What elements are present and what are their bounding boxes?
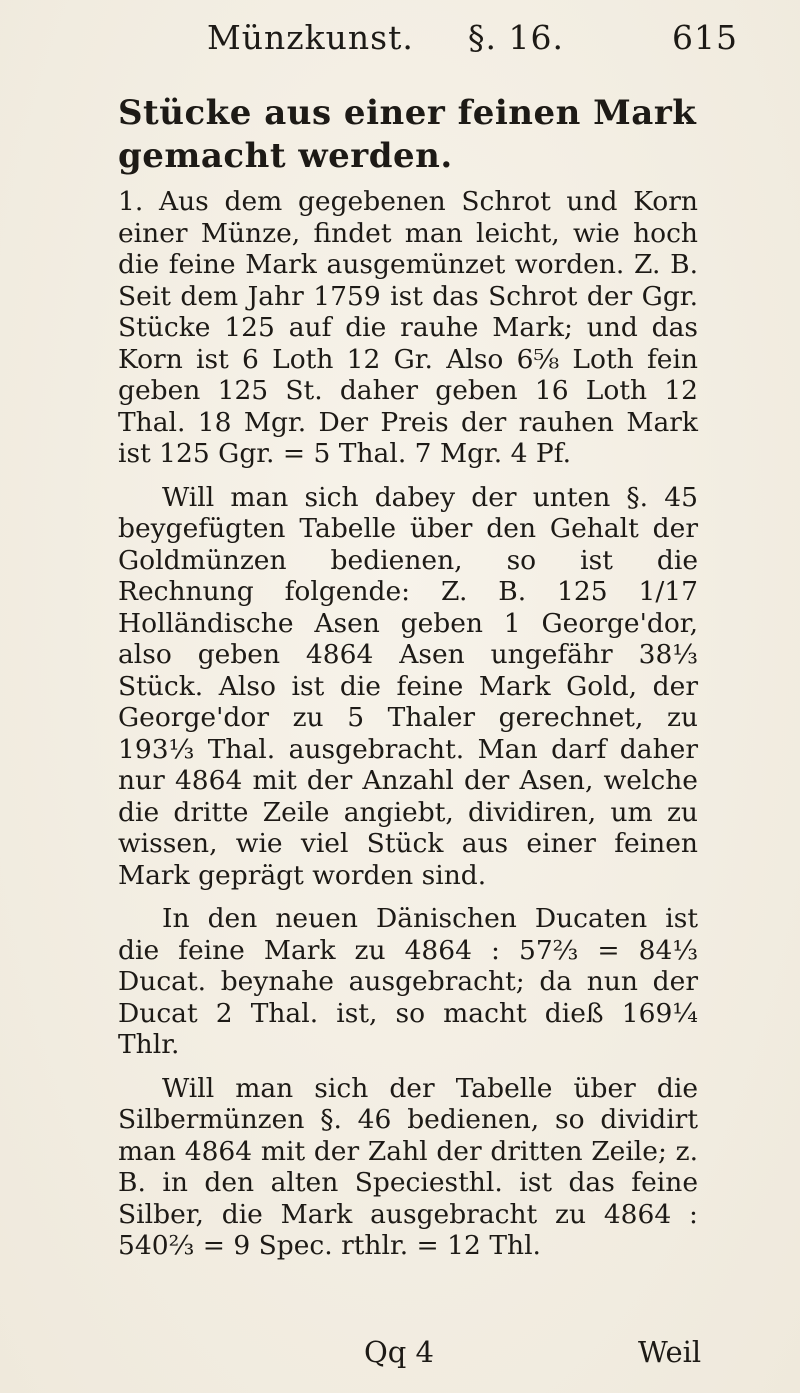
paragraph-2: Will man sich dabey der unten §. 45 beygefügten Tabelle über den Gehalt der Goldmünzen bedienen, so ist die Rechnung folgende: Z. B. 125 1/17 Holländische Asen geben 1 George'dor, also geben 4864 Asen ungefähr 38⅓ Stück. Also ist die feine Mark Gold, der George'dor zu 5 Thaler gerechnet, zu 193⅓ Thal. ausgebracht. Man darf daher nur 4864 mit der Anzahl der Asen, welche die dritte Zeile angiebt, dividiren, um zu wissen, wie viel Stück aus einer feinen Mark geprägt worden sind. <box>118 481 698 891</box>
body-text <box>118 186 698 1274</box>
paragraph-4: Will man sich der Tabelle über die Silbermünzen §. 46 bedienen, so dividirt man 4864 mit der Zahl der dritten Zeile; z. B. in den alten Speciesthl. ist das feine Silber, die Mark ausgebracht zu 4864 : 540⅔ = 9 Spec. rthlr. = 12 Thl. <box>118 1072 698 1261</box>
section-heading: Stücke aus einer feinen Mark gemacht werden. <box>118 93 697 176</box>
page-number: 615 <box>672 18 738 57</box>
running-title: Münzkunst. <box>207 18 414 57</box>
section-marker: §. 16. <box>468 18 564 57</box>
catchword: Weil <box>638 1335 702 1369</box>
paragraph-3: In den neuen Dänischen Ducaten ist die feine Mark zu 4864 : 57⅔ = 84⅓ Ducat. beynahe ausgebracht; da nun der Ducat 2 Thal. ist, so macht dieß 169¼ Thlr. <box>118 903 698 1060</box>
page-footer <box>0 1335 800 1375</box>
paragraph-1: 1. Aus dem gegebenen Schrot und Korn einer Münze, findet man leicht, wie hoch die feine Mark ausgemünzet worden. Z. B. Seit dem Jahr 1759 ist das Schrot der Ggr. Stücke 125 auf die rauhe Mark; und das Korn ist 6 Loth 12 Gr. Also 6⅝ Loth fein geben 125 St. daher geben 16 Loth 12 Thal. 18 Mgr. Der Preis der rauhen Mark ist 125 Ggr. = 5 Thal. 7 Mgr. 4 Pf. <box>118 186 698 469</box>
page-header <box>0 18 800 66</box>
signature-mark: Qq 4 <box>364 1335 435 1369</box>
